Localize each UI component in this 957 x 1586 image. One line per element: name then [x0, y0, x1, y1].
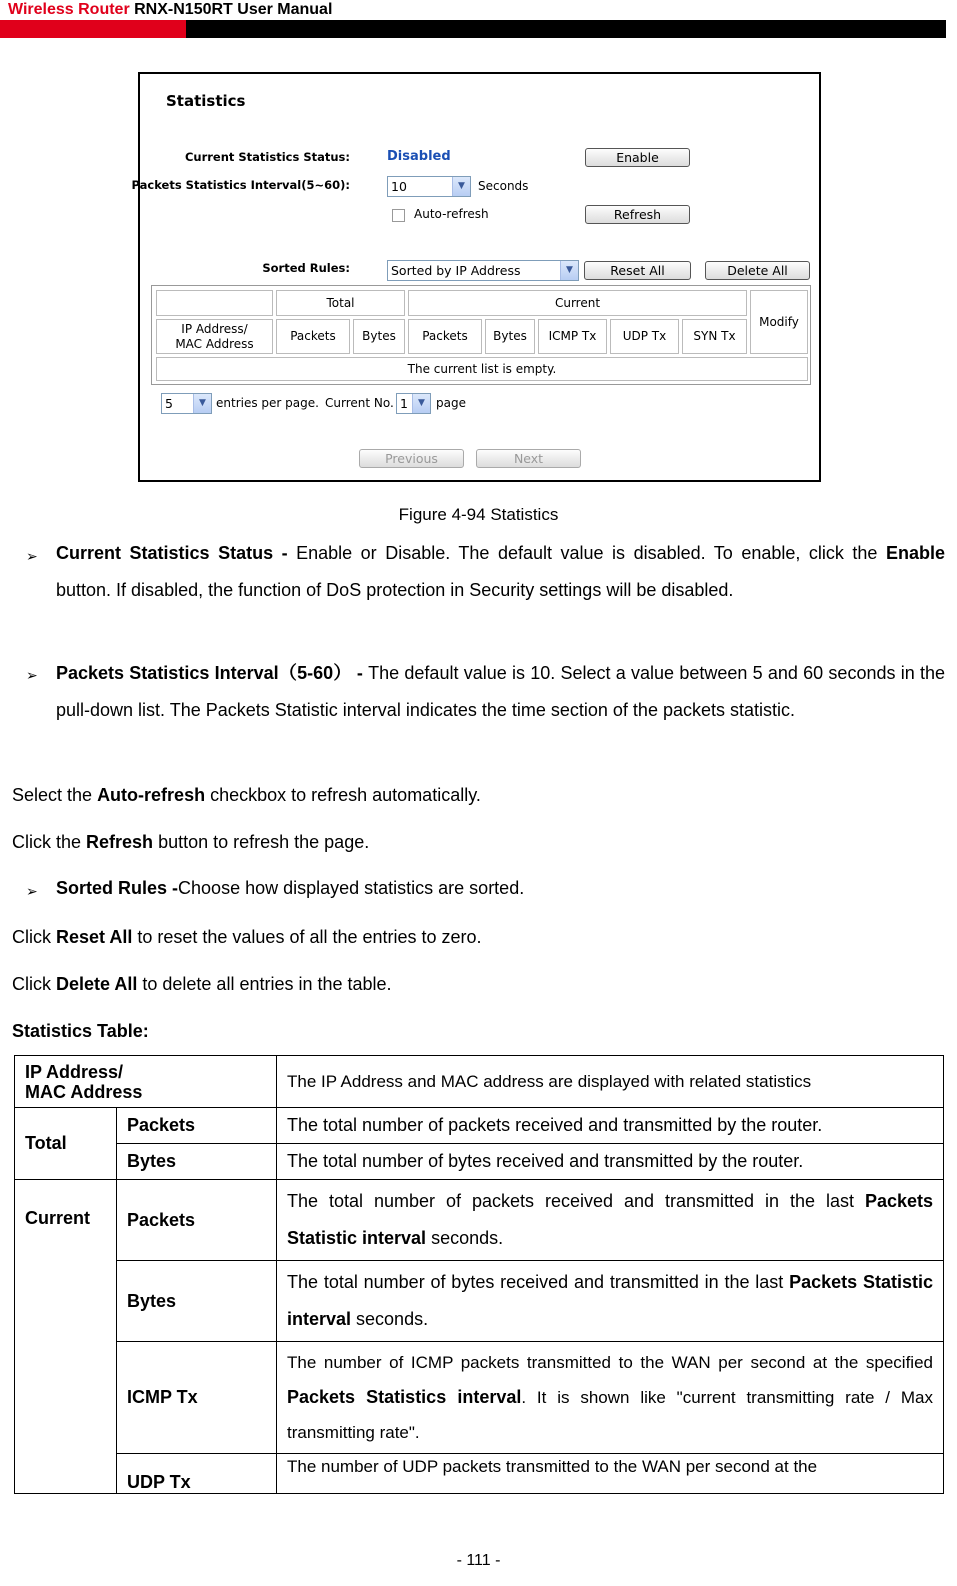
- next-button[interactable]: Next: [476, 449, 581, 468]
- enable-button[interactable]: Enable: [585, 148, 690, 167]
- autorefresh-checkbox[interactable]: [392, 209, 405, 222]
- modify-header: Modify: [750, 290, 808, 354]
- chevron-down-icon: ▼: [560, 261, 578, 280]
- per-page-value: 5: [165, 396, 173, 411]
- current-packets-term: Packets: [117, 1180, 277, 1261]
- current-bytes-description: The total number of bytes received and transmitted in the last Packets Statistic interval seconds.: [277, 1261, 944, 1342]
- statistics-description-table: [14, 1055, 944, 1494]
- interval-label: Packets Statistics Interval(5~60):: [131, 178, 350, 192]
- table-row: [15, 1261, 944, 1342]
- statistics-figure: [131, 72, 821, 482]
- figure-title: Statistics: [166, 92, 246, 110]
- delete-all-button[interactable]: Delete All: [705, 261, 810, 280]
- current-packets-header: Packets: [408, 319, 482, 354]
- mac-address-term: MAC Address: [25, 1081, 143, 1102]
- table-row: [15, 1454, 944, 1494]
- bullet-interval: [56, 655, 945, 729]
- current-no-label: Current No.: [325, 396, 394, 410]
- table-row: [15, 1056, 944, 1108]
- total-term: Total: [15, 1108, 117, 1180]
- paragraph-delete: Click Delete All to delete all entries in the table.: [12, 974, 392, 994]
- total-packets-term: Packets: [117, 1108, 277, 1144]
- total-bytes-header: Bytes: [353, 319, 405, 354]
- bullet-sorted-text: Choose how displayed statistics are sorted.: [178, 878, 525, 898]
- page-number: - 111 -: [456, 1552, 501, 1569]
- current-term: Current: [15, 1180, 117, 1494]
- ip-header: IP Address/: [181, 321, 248, 336]
- interval-value: 10: [391, 179, 407, 194]
- sorted-label: Sorted Rules:: [262, 261, 350, 275]
- udp-term: UDP Tx: [117, 1454, 277, 1494]
- ip-mac-header: [156, 319, 273, 354]
- ip-address-term: IP Address/: [25, 1061, 124, 1082]
- chevron-down-icon: ▼: [412, 394, 430, 413]
- bullet-arrow-icon: ➢: [26, 548, 38, 564]
- table-row: [15, 1144, 944, 1180]
- status-label: Current Statistics Status:: [184, 150, 350, 164]
- current-no-select[interactable]: [396, 393, 431, 414]
- chevron-down-icon: ▼: [193, 394, 211, 413]
- blank-header-cell: [156, 290, 273, 316]
- total-bytes-term: Bytes: [117, 1144, 277, 1180]
- table-row: [15, 1342, 944, 1454]
- total-packets-header: Packets: [276, 319, 350, 354]
- bullet-arrow-icon: ➢: [26, 883, 38, 899]
- bullet-interval-term: Packets Statistics Interval（5-60） -: [56, 663, 363, 683]
- udp-description: The number of UDP packets transmitted to the WAN per second at the: [277, 1454, 944, 1494]
- statistics-list: [151, 285, 811, 385]
- sorted-select[interactable]: [387, 260, 579, 281]
- current-packets-description: The total number of packets received and transmitted in the last Packets Statistic interval seconds.: [277, 1180, 944, 1261]
- bullet-arrow-icon: ➢: [26, 667, 38, 683]
- bullet-status-term: Current Statistics Status -: [56, 543, 288, 563]
- current-bytes-term: Bytes: [117, 1261, 277, 1342]
- icmp-header: ICMP Tx: [538, 319, 607, 354]
- interval-select[interactable]: [387, 176, 471, 197]
- paragraph-reset: Click Reset All to reset the values of all the entries to zero.: [12, 927, 482, 947]
- icmp-description: The number of ICMP packets transmitted to the WAN per second at the specified Packets Statistics interval. It is shown like "current transmitting rate / Max transmitting rate".: [277, 1342, 944, 1454]
- total-header: Total: [276, 290, 405, 316]
- sorted-value: Sorted by IP Address: [391, 263, 521, 278]
- autorefresh-label: Auto-refresh: [414, 207, 489, 221]
- current-no-value: 1: [400, 396, 408, 411]
- per-page-text: entries per page.: [216, 396, 319, 410]
- bullet-status-enable: Enable: [885, 543, 945, 563]
- bullet-status: [56, 535, 945, 609]
- bullet-status-text: Enable or Disable. The default value is disabled. To enable, click the: [287, 543, 886, 563]
- page-header: [0, 0, 957, 22]
- table-row: [15, 1180, 944, 1261]
- bullet-interval-text: The default value is 10. Select a value between 5 and 60 seconds in the pull-down list. The Packets Statistic interval indicates the time section of the packets statistic.: [56, 663, 946, 720]
- udp-header: UDP Tx: [610, 319, 679, 354]
- ip-mac-description: The IP Address and MAC address are displayed with related statistics: [277, 1056, 944, 1108]
- paragraph-autorefresh: Select the Auto-refresh checkbox to refresh automatically.: [12, 785, 481, 805]
- bullet-sorted-term: Sorted Rules -: [56, 878, 179, 898]
- header-bar: [0, 20, 946, 38]
- reset-all-button[interactable]: Reset All: [584, 261, 691, 280]
- previous-button[interactable]: Previous: [359, 449, 464, 468]
- current-bytes-header: Bytes: [485, 319, 535, 354]
- table-row: [15, 1108, 944, 1144]
- per-page-select[interactable]: [161, 393, 212, 414]
- total-packets-description: The total number of packets received and transmitted by the router.: [277, 1108, 944, 1144]
- header-brand: Wireless Router: [8, 1, 130, 18]
- syn-header: SYN Tx: [682, 319, 747, 354]
- bullet-status-text-2: button. If disabled, the function of DoS protection in Security settings will be disabled.: [56, 580, 734, 600]
- bullet-sorted: [56, 870, 524, 907]
- current-header: Current: [408, 290, 747, 316]
- page-text: page: [436, 396, 466, 410]
- paragraph-refresh: Click the Refresh button to refresh the page.: [12, 832, 370, 852]
- refresh-button[interactable]: Refresh: [585, 205, 690, 224]
- icmp-term: ICMP Tx: [117, 1342, 277, 1454]
- header-model: RNX-N150RT User Manual: [134, 1, 333, 18]
- status-value: Disabled: [387, 149, 451, 164]
- empty-message: The current list is empty.: [156, 357, 808, 381]
- table-heading: Statistics Table:: [12, 1021, 149, 1041]
- mac-header: MAC Address: [175, 336, 254, 351]
- interval-unit: Seconds: [478, 179, 529, 193]
- figure-caption: Figure 4-94 Statistics: [398, 505, 559, 524]
- total-bytes-description: The total number of bytes received and transmitted by the router.: [277, 1144, 944, 1180]
- chevron-down-icon: ▼: [452, 177, 470, 196]
